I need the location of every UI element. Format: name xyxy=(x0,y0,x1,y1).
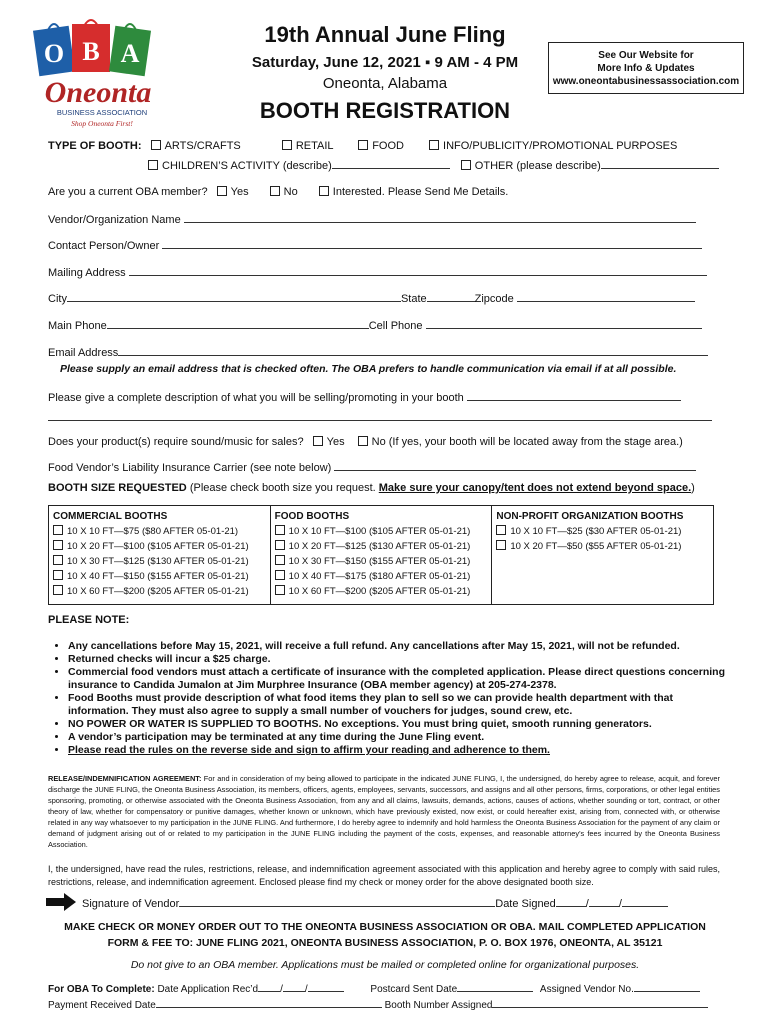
option-label: 10 X 20 FT—$50 ($55 AFTER 05-01-21) xyxy=(510,541,682,552)
event-date: Saturday, June 12, 2021 ▪ 9 AM - 4 PM xyxy=(251,54,519,71)
commercial-option[interactable] xyxy=(53,584,266,599)
booth-no-field[interactable] xyxy=(492,997,708,1008)
contact-label: Contact Person/Owner xyxy=(48,240,160,252)
member-no-checkbox[interactable] xyxy=(270,186,280,196)
sound-question: Does your product(s) require sound/music for sales? xyxy=(48,436,304,448)
logo-letter-o: O xyxy=(43,39,65,68)
interested-checkbox[interactable] xyxy=(319,186,329,196)
commercial-option[interactable] xyxy=(53,539,266,554)
retail-checkbox[interactable] xyxy=(282,140,292,150)
payment-label: Payment Received Date xyxy=(48,1000,156,1011)
mailing-field[interactable] xyxy=(129,265,707,276)
member-yes-label: Yes xyxy=(230,186,249,198)
option-label: 10 X 20 FT—$100 ($105 AFTER 05-01-21) xyxy=(67,541,249,552)
zip-field[interactable] xyxy=(517,291,695,302)
other-label: OTHER (please describe) xyxy=(474,160,601,172)
city-label: City xyxy=(48,293,67,305)
nonprofit-option[interactable] xyxy=(496,524,709,539)
checkbox[interactable] xyxy=(275,525,285,535)
note-item: • Any cancellations before May 15, 2021, will receive a full refund. Any cancellations after May 15, 2021, will not be refunded. xyxy=(68,640,728,653)
checkbox[interactable] xyxy=(275,555,285,565)
checkbox[interactable] xyxy=(275,540,285,550)
type-of-booth-label: TYPE OF BOOTH: xyxy=(48,140,142,152)
nonprofit-option[interactable] xyxy=(496,539,709,554)
option-label: 10 X 30 FT—$125 ($130 AFTER 05-01-21) xyxy=(67,556,249,567)
booth-no-label: Booth Number Assigned xyxy=(384,1000,493,1011)
commercial-booths-column xyxy=(49,506,270,604)
date-month-field[interactable] xyxy=(556,896,586,907)
page-heading: BOOTH REGISTRATION xyxy=(259,98,511,123)
food-option[interactable] xyxy=(275,584,488,599)
office-row-1: For OBA To Complete: Date Application Rec’d / / Postcard Sent Date Assigned Vendor No. xyxy=(48,981,718,995)
commercial-option[interactable] xyxy=(53,524,266,539)
city-field[interactable] xyxy=(67,291,401,302)
mailing-label: Mailing Address xyxy=(48,267,126,279)
commercial-option[interactable] xyxy=(53,569,266,584)
signature-label: Signature of Vendor xyxy=(82,898,180,910)
sound-no-checkbox[interactable] xyxy=(358,436,368,446)
children-label: CHILDREN’S ACTIVITY (describe) xyxy=(162,160,332,172)
date-app-year[interactable] xyxy=(308,981,344,992)
website-line-1: See Our Website for xyxy=(598,50,694,61)
logo-sub: BUSINESS ASSOCIATION xyxy=(56,108,148,117)
postcard-label: Postcard Sent Date xyxy=(370,984,458,995)
arrow-right-icon xyxy=(46,893,76,911)
arts-crafts-label: ARTS/CRAFTS xyxy=(164,140,241,152)
member-row xyxy=(48,186,718,198)
vendor-field[interactable] xyxy=(184,212,696,223)
commercial-option[interactable] xyxy=(53,554,266,569)
date-app-day[interactable] xyxy=(283,981,305,992)
website-box xyxy=(548,42,744,94)
state-field[interactable] xyxy=(427,291,475,302)
email-note: Please supply an email address that is checked often. The OBA prefers to handle communication via email if at all possible. xyxy=(60,363,677,375)
logo-letter-b: B xyxy=(82,37,100,66)
email-field[interactable] xyxy=(118,345,708,356)
checkbox[interactable] xyxy=(53,570,63,580)
sound-yes-label: Yes xyxy=(326,436,345,448)
no-give-note: Do not give to an OBA member. Applications must be mailed or completed online for organizational purposes. xyxy=(130,959,640,971)
date-app-label: Date Application Rec’d xyxy=(157,984,259,995)
describe-field[interactable] xyxy=(467,390,681,401)
cell-label: Cell Phone xyxy=(368,320,423,332)
sound-yes-checkbox[interactable] xyxy=(313,436,323,446)
nonprofit-booths-column xyxy=(491,506,713,604)
contact-field[interactable] xyxy=(162,238,702,249)
checkbox[interactable] xyxy=(53,585,63,595)
phone-field[interactable] xyxy=(107,318,369,329)
option-label: 10 X 40 FT—$150 ($155 AFTER 05-01-21) xyxy=(67,571,249,582)
describe-field-2[interactable] xyxy=(48,410,712,421)
mail-instructions-1: MAKE CHECK OR MONEY ORDER OUT TO THE ONEONTA BUSINESS ASSOCIATION OR OBA. MAIL COMPLETED APPLICATION xyxy=(64,921,706,933)
event-location: Oneonta, Alabama xyxy=(322,75,448,92)
booth-size-table xyxy=(48,505,714,605)
checkbox[interactable] xyxy=(53,540,63,550)
checkbox[interactable] xyxy=(496,540,506,550)
office-label: For OBA To Complete: xyxy=(48,984,155,995)
food-option[interactable] xyxy=(275,539,488,554)
release-agreement xyxy=(48,773,720,850)
note-item: • NO POWER OR WATER IS SUPPLIED TO BOOTHS. No exceptions. You must bring quiet, smooth running generators. xyxy=(68,718,728,731)
member-question: Are you a current OBA member? xyxy=(48,186,208,198)
option-label: 10 X 20 FT—$125 ($130 AFTER 05-01-21) xyxy=(288,541,471,552)
arts-crafts-checkbox[interactable] xyxy=(151,140,161,150)
describe-label: Please give a complete description of what you will be selling/promoting in your booth xyxy=(48,392,464,404)
cell-field[interactable] xyxy=(426,318,702,329)
agree-statement: I, the undersigned, have read the rules, restrictions, release, and indemnification agreement associated with this application and hereby agree to comply with said rules, restrictions, release, and indemnification agreement. Enclosed please find my check or money order for the above designated booth size. xyxy=(48,864,720,887)
notes-list xyxy=(58,640,728,757)
vendor-row xyxy=(48,212,718,226)
signature-row: Signature of Vendor Date Signed / / xyxy=(82,896,722,910)
option-label: 10 X 40 FT—$175 ($180 AFTER 05-01-21) xyxy=(288,571,471,582)
food-option[interactable] xyxy=(275,524,488,539)
note-item u: • Please read the rules on the reverse side and sign to affirm your reading and adherence to them. xyxy=(68,744,728,757)
office-row-2 xyxy=(48,997,718,1011)
children-checkbox[interactable] xyxy=(148,160,158,170)
sound-row xyxy=(48,436,718,448)
info-label: INFO/PUBLICITY/PROMOTIONAL PURPOSES xyxy=(443,140,678,152)
city-row xyxy=(48,291,718,305)
note-item: • Food Booths must provide description of what food items they plan to sell so we can provide health department with that information. They must also agree to supply a small number of vouchers for judges, sound crew, etc. xyxy=(68,692,728,718)
member-yes-checkbox[interactable] xyxy=(217,186,227,196)
date-year-field[interactable] xyxy=(622,896,668,907)
insurance-row xyxy=(48,460,718,474)
logo-tagline: Shop Oneonta First! xyxy=(71,119,133,128)
commercial-booths-title: COMMERCIAL BOOTHS xyxy=(53,511,168,522)
vendor-label: Vendor/Organization Name xyxy=(48,214,181,226)
info-checkbox[interactable] xyxy=(429,140,439,150)
contact-row xyxy=(48,238,718,252)
describe-row-2 xyxy=(48,410,718,424)
signature-field[interactable] xyxy=(179,896,495,907)
zip-label: Zipcode xyxy=(474,293,514,305)
note-item: • Returned checks will incur a $25 charge. xyxy=(68,653,728,666)
food-label: FOOD xyxy=(372,140,404,152)
other-checkbox[interactable] xyxy=(461,160,471,170)
date-signed-label: Date Signed xyxy=(495,898,556,910)
checkbox[interactable] xyxy=(53,555,63,565)
children-describe-field[interactable] xyxy=(332,158,450,169)
booth-size-label: BOOTH SIZE REQUESTED xyxy=(48,482,187,494)
interested-label: Interested. Please Send Me Details. xyxy=(332,186,509,198)
retail-label: RETAIL xyxy=(295,140,334,152)
option-label: 10 X 10 FT—$25 ($30 AFTER 05-01-21) xyxy=(510,526,682,537)
mail-instructions-2: FORM & FEE TO: JUNE FLING 2021, ONEONTA BUSINESS ASSOCIATION, P. O. BOX 1976, ONEONTA, AL 35121 xyxy=(107,937,663,949)
booth-size-row xyxy=(48,482,718,494)
food-booths-column xyxy=(270,506,492,604)
type-of-booth-row xyxy=(48,140,718,152)
checkbox[interactable] xyxy=(53,525,63,535)
release-label: RELEASE/INDEMNIFICATION AGREEMENT: xyxy=(48,774,202,783)
email-label: Email Address xyxy=(48,347,119,359)
option-label: 10 X 10 FT—$75 ($80 AFTER 05-01-21) xyxy=(67,526,239,537)
nonprofit-booths-title: NON-PROFIT ORGANIZATION BOOTHS xyxy=(496,511,684,522)
website-url: www.oneontabusinessassociation.com xyxy=(552,76,740,87)
other-describe-field[interactable] xyxy=(601,158,719,169)
checkbox[interactable] xyxy=(275,585,285,595)
release-text: For and in consideration of my being allowed to participate in the indicated JUNE FLING, I, the undersigned, do hereby agree to release, acquit, and forever discharge the JUNE FLING, the Oneonta Business Association, its members, officers, agents, employees, servants, successors, and assigns and all other persons, firms, corporations, or other legal entities sponsoring, promoting, or otherwise associated with the Oneonta Business Association, from any and all claims, lawsuits, demands, actions, causes of actions, whether sounding or tort, contract, or other theory of law, whether for compensatory or punitive damages, whether known or unknown, which have previously existed, now exist, or could hereafter exist, arising from, connected with, or otherwise related in any way whatsoever to my participation in the JUNE FLING. And furthermore, I do hereby agree to indemnify and hold harmless the Oneonta Business Association for the payment of any claim or demand of judgment arising out of or related to my participation in the JUNE FLING including the payment of the costs, expenses, and reasonable attorney’s fees incurred by the Oneonta Business Association. xyxy=(48,774,720,849)
insurance-label: Food Vendor’s Liability Insurance Carrier (see note below) xyxy=(48,462,332,474)
logo-letter-a: A xyxy=(120,39,140,68)
date-day-field[interactable] xyxy=(589,896,619,907)
note-item: • A vendor’s participation may be terminated at any time during the June Fling event. xyxy=(68,731,728,744)
food-checkbox[interactable] xyxy=(358,140,368,150)
option-label: 10 X 60 FT—$200 ($205 AFTER 05-01-21) xyxy=(67,586,249,597)
food-booths-title: FOOD BOOTHS xyxy=(274,511,350,522)
member-no-label: No xyxy=(283,186,298,198)
option-label: 10 X 10 FT—$100 ($105 AFTER 05-01-21) xyxy=(288,526,471,537)
state-label: State xyxy=(400,293,427,305)
payment-field[interactable] xyxy=(156,997,382,1008)
logo-script: Oneonta xyxy=(44,76,152,109)
please-note-heading: PLEASE NOTE: xyxy=(48,614,130,626)
phone-row xyxy=(48,318,718,332)
food-option[interactable] xyxy=(275,554,488,569)
event-title: 19th Annual June Fling xyxy=(264,22,506,47)
booth-size-warning: Make sure your canopy/tent does not extend beyond space. xyxy=(378,482,692,494)
website-line-2: More Info & Updates xyxy=(597,63,695,74)
vendor-no-label: Assigned Vendor No. xyxy=(539,984,634,995)
postcard-field[interactable] xyxy=(457,981,533,992)
checkbox[interactable] xyxy=(496,525,506,535)
booth-size-hint: (Please check booth size you request. xyxy=(189,482,376,494)
phone-label: Main Phone xyxy=(48,320,107,332)
checkbox[interactable] xyxy=(275,570,285,580)
option-label: 10 X 30 FT—$150 ($155 AFTER 05-01-21) xyxy=(288,556,471,567)
date-app-month[interactable] xyxy=(258,981,280,992)
booth-size-close: ) xyxy=(691,482,695,494)
insurance-field[interactable] xyxy=(334,460,696,471)
email-row xyxy=(48,345,718,359)
food-option[interactable] xyxy=(275,569,488,584)
vendor-no-field[interactable] xyxy=(634,981,700,992)
mailing-row xyxy=(48,265,718,279)
describe-row xyxy=(48,390,718,404)
note-item: • Commercial food vendors must attach a certificate of insurance with the completed application. Please direct questions concerning insurance to Candida Jumalon at Jim Murphree Insurance (OBA member agency) at 205-274-2378. xyxy=(68,666,728,692)
type-of-booth-row-2 xyxy=(142,158,770,172)
option-label: 10 X 60 FT—$200 ($205 AFTER 05-01-21) xyxy=(288,586,471,597)
sound-no-label: No (If yes, your booth will be located away from the stage area.) xyxy=(371,436,683,448)
